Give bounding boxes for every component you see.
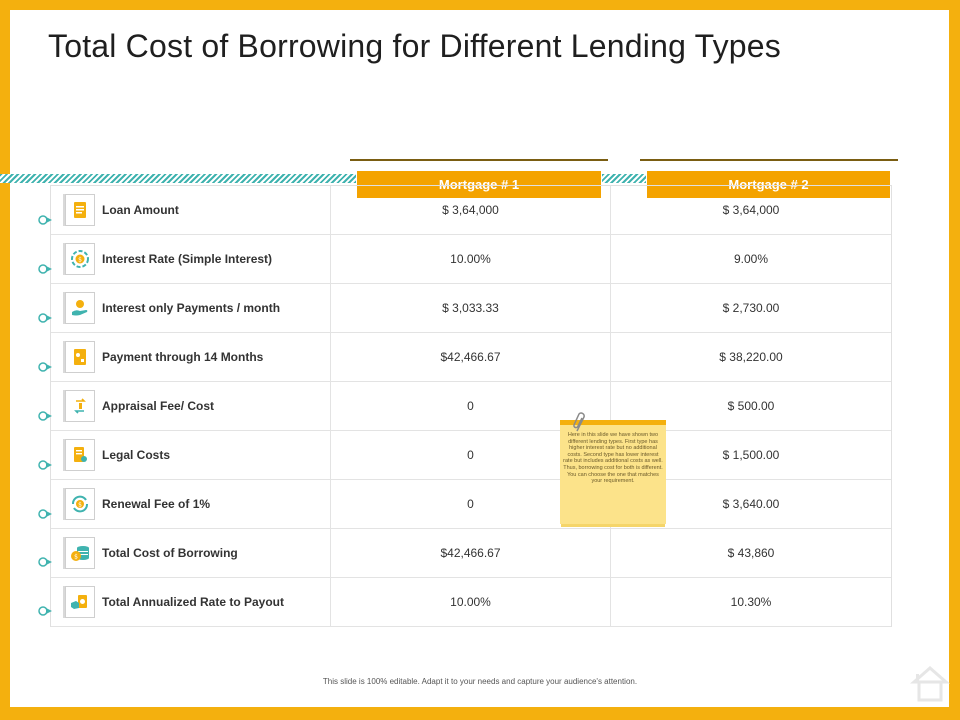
legal-document-icon (65, 439, 95, 471)
arrow-bullet-icon (38, 508, 54, 520)
row-label: Total Cost of Borrowing (102, 546, 238, 560)
invoice-icon (65, 341, 95, 373)
row-label: Interest only Payments / month (102, 301, 281, 315)
row-label-cell (51, 186, 331, 234)
arrow-bullet-icon (38, 556, 54, 568)
document-icon (65, 194, 95, 226)
mortgage-2-value: $ 3,640.00 (722, 497, 780, 511)
mortgage-1-value: 10.00% (331, 235, 611, 283)
comparison-table (50, 185, 892, 627)
mortgage-1-value: 0 (331, 431, 611, 479)
header-line-1 (350, 159, 608, 161)
exchange-icon (65, 390, 95, 422)
table-row (51, 186, 891, 235)
row-label-cell (51, 578, 331, 626)
mortgage-1-value: $42,466.67 (331, 529, 611, 577)
hand-coin-icon (65, 292, 95, 324)
row-label-cell (51, 431, 331, 479)
decorative-stripe-left (0, 174, 356, 183)
arrow-bullet-icon (38, 361, 54, 373)
row-label: Interest Rate (Simple Interest) (102, 252, 273, 266)
table-row (51, 578, 891, 627)
row-label: Loan Amount (102, 203, 179, 217)
svg-text:$: $ (78, 256, 82, 264)
mortgage-1-value: 10.00% (331, 578, 611, 626)
mortgage-1-value: 0 (331, 480, 611, 528)
table-row (51, 480, 891, 529)
arrow-bullet-icon (38, 263, 54, 275)
mortgage-2-value: $ 1,500.00 (722, 448, 780, 462)
row-label-cell (51, 480, 331, 528)
row-label: Appraisal Fee/ Cost (102, 399, 215, 413)
row-label-cell (51, 284, 331, 332)
table-row (51, 333, 891, 382)
arrow-bullet-icon (38, 312, 54, 324)
table-row (51, 235, 891, 284)
mortgage-2-value: $ 3,64,000 (722, 203, 780, 217)
column-header-mortgage-2: Mortgage # 2 (647, 171, 890, 198)
dollar-cycle-icon (65, 243, 95, 275)
mortgage-2-value: $ 43,860 (727, 546, 775, 560)
table-row (51, 382, 891, 431)
svg-text:$: $ (74, 553, 78, 561)
decorative-stripe-middle (602, 174, 646, 183)
money-hand-icon (65, 586, 95, 618)
mortgage-2-value: $ 2,730.00 (722, 301, 780, 315)
home-icon (910, 662, 950, 702)
arrow-bullet-icon (38, 410, 54, 422)
row-label: Total Annualized Rate to Payout (102, 595, 285, 609)
row-label: Legal Costs (102, 448, 171, 462)
mortgage-1-value: 0 (331, 382, 611, 430)
renew-dollar-icon (65, 488, 95, 520)
table-row (51, 431, 891, 480)
svg-text:$: $ (78, 501, 82, 509)
arrow-bullet-icon (38, 214, 54, 226)
row-label-cell (51, 382, 331, 430)
arrow-bullet-icon (38, 459, 54, 471)
row-label-cell (51, 333, 331, 381)
column-header-mortgage-1: Mortgage # 1 (357, 171, 601, 198)
paperclip-icon (572, 411, 588, 435)
sticky-note-text: Here in this slide we have shown two different lending types. First type has higher interest rate but no additional costs. Second type has lower interest rate but includes additional costs as well. Thus, borrowing cost for both is different. You can choose the one that matches your requirement. (563, 432, 663, 485)
mortgage-2-value: 10.30% (730, 595, 772, 609)
row-label: Payment through 14 Months (102, 350, 264, 364)
row-label-cell (51, 529, 331, 577)
mortgage-1-value: $ 3,64,000 (331, 186, 611, 234)
mortgage-1-value: $42,466.67 (331, 333, 611, 381)
header-line-2 (640, 159, 898, 161)
row-label-cell (51, 235, 331, 283)
coin-stack-icon (65, 537, 95, 569)
table-row (51, 529, 891, 578)
mortgage-2-value: $ 38,220.00 (719, 350, 783, 364)
mortgage-2-value: 9.00% (733, 252, 769, 266)
row-label: Renewal Fee of 1% (102, 497, 211, 511)
footer-text: This slide is 100% editable. Adapt it to your needs and capture your audience's attention. (322, 677, 638, 686)
mortgage-2-value: $ 500.00 (727, 399, 775, 413)
mortgage-1-value: $ 3,033.33 (331, 284, 611, 332)
page-title: Total Cost of Borrowing for Different Lending Types (48, 28, 781, 64)
arrow-bullet-icon (38, 605, 54, 617)
table-row (51, 284, 891, 333)
